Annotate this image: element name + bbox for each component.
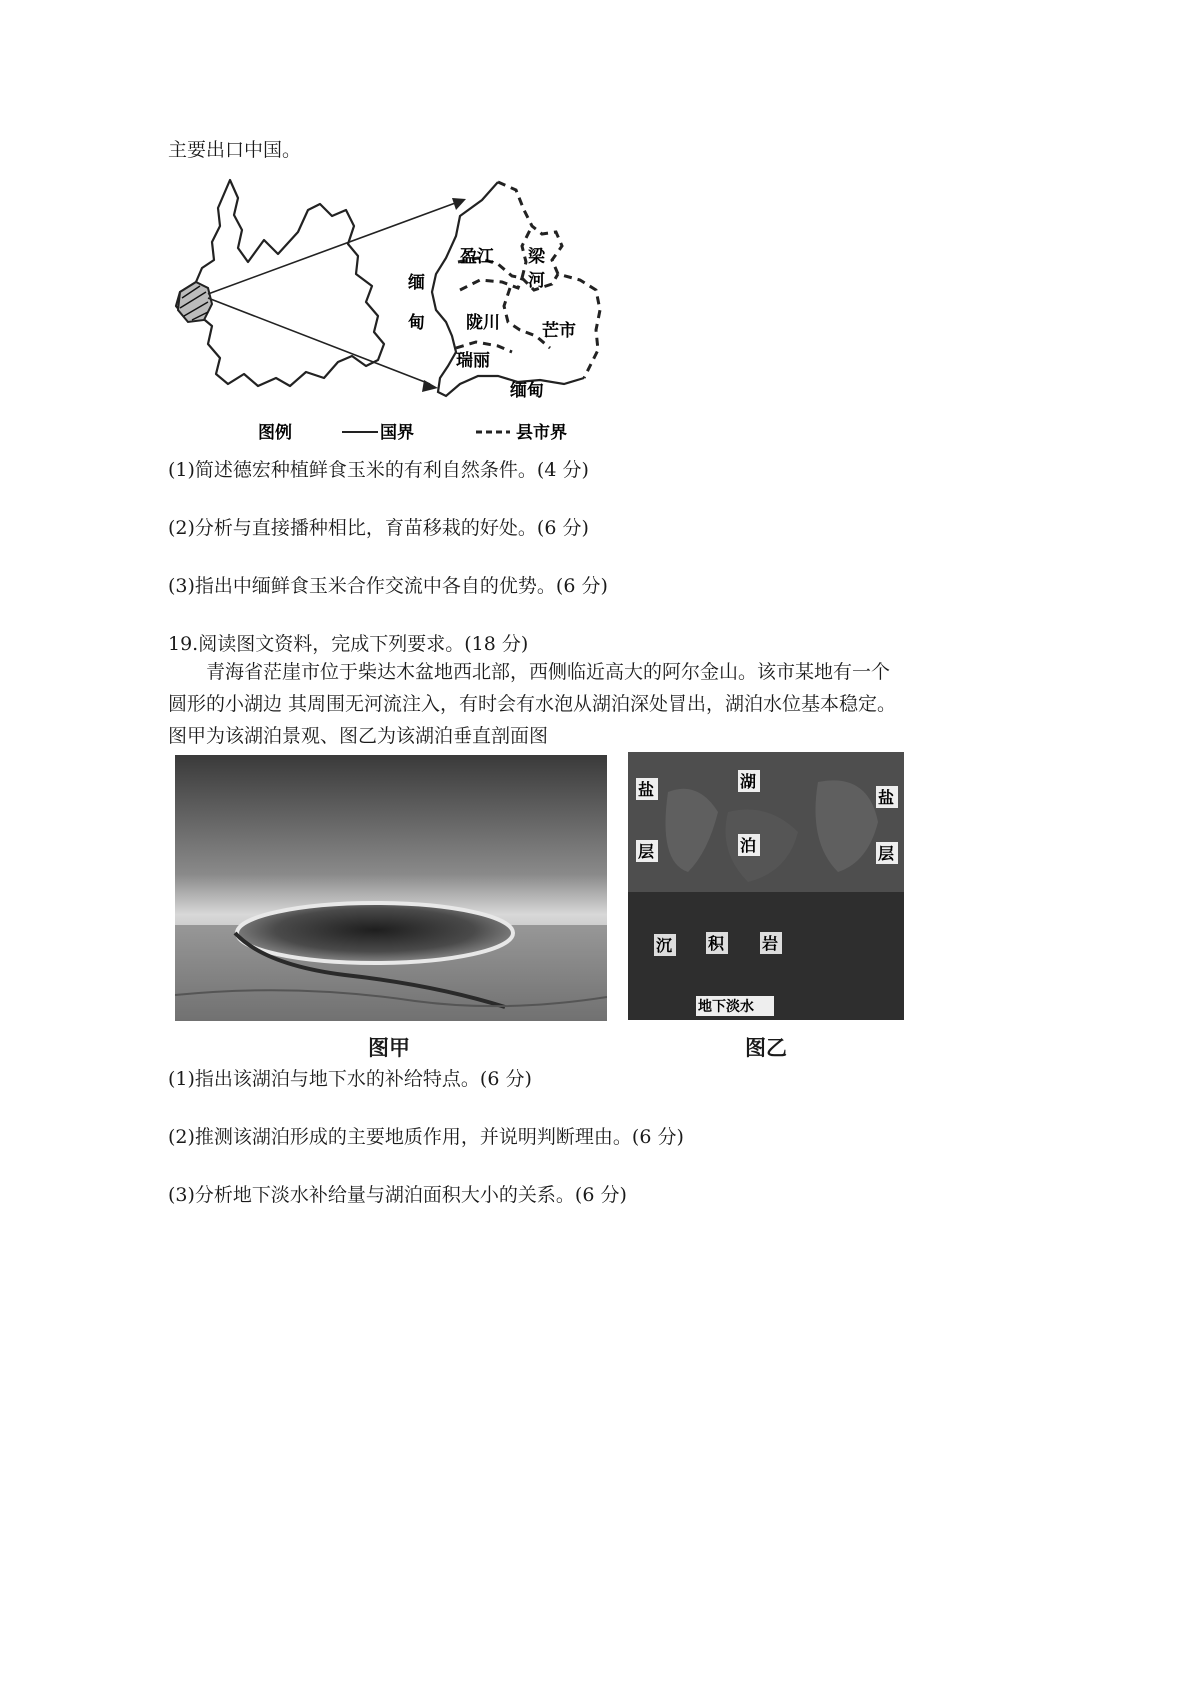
legend-national-label: 国界 bbox=[380, 423, 414, 443]
legend-county-label: 县市界 bbox=[516, 423, 567, 443]
label-longchuan: 陇川 bbox=[466, 313, 500, 333]
label-ruili: 瑞丽 bbox=[456, 351, 490, 371]
label-salt-left-2: 层 bbox=[638, 842, 655, 861]
q19-para-line-2: 圆形的小湖边 其周围无河流注入，有时会有水泡从湖泊深处冒出，湖泊水位基本稳定。 bbox=[168, 693, 897, 715]
q19-para-line-1: 青海省茫崖市位于柴达木盆地西北部，西侧临近高大的阿尔金山。该市某地有一个 bbox=[206, 661, 891, 683]
label-groundwater: 地下淡水 bbox=[698, 999, 754, 1015]
label-mangshi: 芒市 bbox=[542, 321, 576, 341]
yunnan-outline bbox=[176, 180, 384, 386]
national-border-line bbox=[432, 182, 584, 396]
intro-line: 主要出口中国。 bbox=[168, 139, 302, 161]
label-miandian-left-2: 甸 bbox=[408, 313, 425, 333]
q19-sub-3: (3)分析地下淡水补给量与湖泊面积大小的关系。(6 分) bbox=[168, 1184, 627, 1206]
dehong-location-map bbox=[160, 170, 620, 455]
q19-paragraph bbox=[168, 656, 968, 752]
label-lianghe-1: 梁 bbox=[528, 247, 545, 267]
label-miandian-bottom: 缅甸 bbox=[510, 381, 544, 401]
fig-b-caption: 图乙 bbox=[745, 1035, 787, 1060]
fig-b-cross-section bbox=[628, 752, 904, 1020]
q18-sub-1: (1)简述德宏种植鲜食玉米的有利自然条件。(4 分) bbox=[168, 459, 589, 481]
q19-sub-1: (1)指出该湖泊与地下水的补给特点。(6 分) bbox=[168, 1068, 532, 1090]
label-salt-right-2: 层 bbox=[878, 844, 895, 863]
q19-para-line-3: 图甲为该湖泊景观、图乙为该湖泊垂直剖面图 bbox=[168, 725, 549, 747]
q18-sub-2: (2)分析与直接播种相比，育苗移栽的好处。(6 分) bbox=[168, 517, 589, 539]
label-miandian-left-1: 缅 bbox=[408, 273, 425, 293]
arrow-lower bbox=[208, 298, 430, 384]
fig-a-caption: 图甲 bbox=[368, 1035, 410, 1060]
label-lake-2: 泊 bbox=[740, 836, 757, 855]
q18-sub-3: (3)指出中缅鲜食玉米合作交流中各自的优势。(6 分) bbox=[168, 575, 608, 597]
q19-heading: 19.阅读图文资料，完成下列要求。(18 分) bbox=[168, 633, 529, 655]
fig-a-lake-photo bbox=[175, 755, 607, 1021]
label-sed-2: 积 bbox=[708, 934, 725, 953]
label-lake-1: 湖 bbox=[740, 772, 757, 791]
legend-title: 图例 bbox=[258, 423, 292, 443]
label-salt-right-1: 盐 bbox=[878, 788, 895, 807]
label-salt-left-1: 盐 bbox=[638, 780, 655, 799]
arrow-upper-head bbox=[452, 198, 466, 210]
label-yingjiang: 盈江 bbox=[460, 247, 494, 267]
q19-sub-2: (2)推测该湖泊形成的主要地质作用，并说明判断理由。(6 分) bbox=[168, 1126, 684, 1148]
label-sed-3: 岩 bbox=[762, 934, 779, 953]
arrow-lower-head bbox=[422, 380, 438, 392]
label-sed-1: 沉 bbox=[656, 936, 673, 955]
label-lianghe-2: 河 bbox=[528, 271, 545, 291]
